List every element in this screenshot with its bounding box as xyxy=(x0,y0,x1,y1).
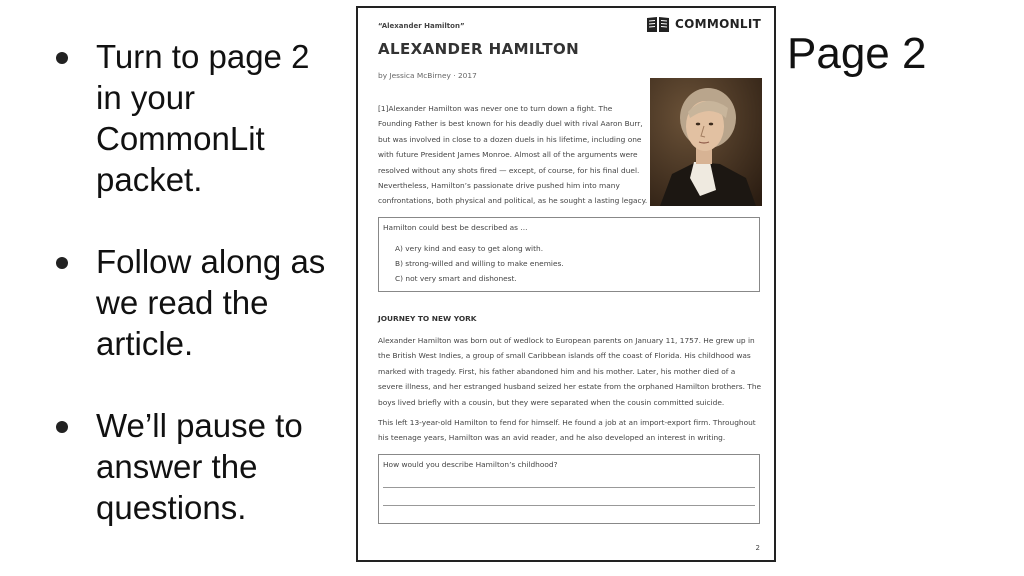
portrait-illustration xyxy=(650,78,762,206)
instruction-item xyxy=(40,241,340,364)
question-box-2 xyxy=(378,454,760,524)
article-title: ALEXANDER HAMILTON xyxy=(378,40,580,58)
body-paragraph-1: Alexander Hamilton was born out of wedlock to European parents on January 11, 1757. He grew up in the British West Indies, a group of small Caribbean islands off the coast of Florida. His childhood was marked with tragedy. First, his father abandoned him and his mother. Later, his mother died of a severe illness, and her estranged husband seized her estate from the orphaned Hamilton brothers. The boys lived briefly with a cousin, but they were separated when the cousin committed suicide. xyxy=(378,336,762,407)
document-page-preview xyxy=(356,6,776,562)
open-book-icon xyxy=(646,16,670,33)
document-page-number: 2 xyxy=(755,544,760,552)
hamilton-portrait xyxy=(650,78,762,206)
instruction-item xyxy=(40,36,340,200)
answer-option-c[interactable]: C) not very smart and dishonest. xyxy=(395,274,517,283)
question-1-prompt: Hamilton could best be described as ... xyxy=(383,223,528,232)
document-quote-title: “Alexander Hamilton” xyxy=(378,22,465,30)
instruction-item xyxy=(40,405,340,528)
section-heading: JOURNEY TO NEW YORK xyxy=(378,314,477,323)
bullet-dot-icon xyxy=(56,257,68,269)
brand-name: COMMONLIT xyxy=(675,17,762,31)
question-2-prompt: How would you describe Hamilton’s childhood? xyxy=(383,460,558,469)
question-box-1 xyxy=(378,217,760,292)
instruction-text: Follow along as we read the article. xyxy=(96,243,326,362)
instruction-text: We’ll pause to answer the questions. xyxy=(96,407,303,526)
answer-line[interactable] xyxy=(383,487,755,488)
intro-paragraph: [1]Alexander Hamilton was never one to turn down a fight. The Founding Father is best known for his deadly duel with rival Aaron Burr, but was involved in close to a dozen duels in his lifetime, including one with future President James Monroe. Almost all of the arguments were resolved without any shots fired — except, of course, for his final duel. Nevertheless, Hamilton’s passionate drive pushed him into many confrontations, both physical and political, as he sought a lasting legacy. xyxy=(378,104,648,206)
body-paragraph-2: This left 13-year-old Hamilton to fend for himself. He found a job at an import-export firm. Throughout his teenage years, Hamilton was an avid reader, and he also developed an interest in writing. xyxy=(378,418,756,443)
page-label: Page 2 xyxy=(787,29,927,78)
answer-line[interactable] xyxy=(383,505,755,506)
instruction-text: Turn to page 2 in your CommonLit packet. xyxy=(96,38,310,198)
article-byline: by Jessica McBirney · 2017 xyxy=(378,71,477,80)
instruction-list xyxy=(40,36,340,528)
bullet-dot-icon xyxy=(56,421,68,433)
answer-option-a[interactable]: A) very kind and easy to get along with. xyxy=(395,244,544,253)
commonlit-logo xyxy=(646,14,761,34)
bullet-dot-icon xyxy=(56,52,68,64)
answer-option-b[interactable]: B) strong-willed and willing to make enemies. xyxy=(395,259,564,268)
